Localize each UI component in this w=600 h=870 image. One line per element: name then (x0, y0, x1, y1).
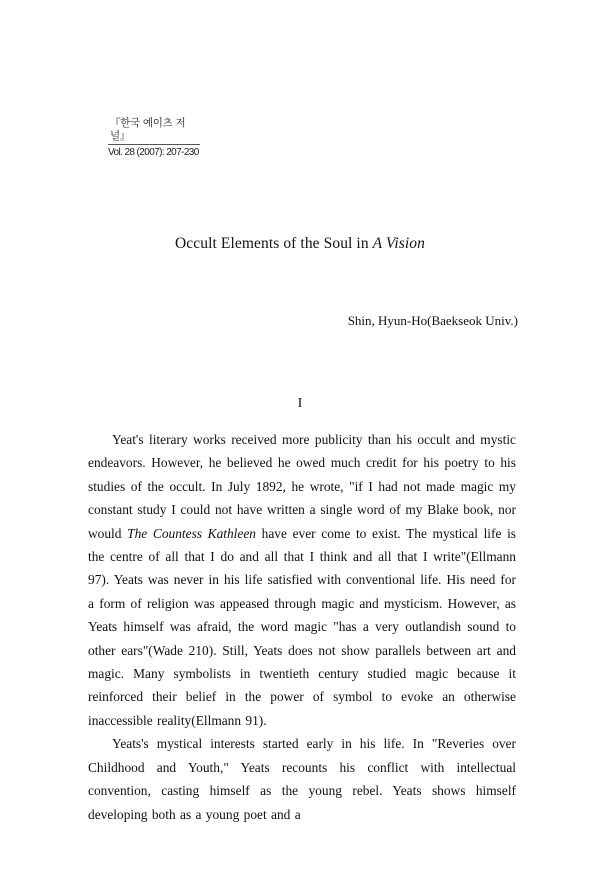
section-number: I (297, 396, 303, 411)
journal-header (108, 117, 200, 159)
journal-volume-info: Vol. 28 (2007): 207-230 (108, 147, 199, 158)
paragraph-1-part-1: Yeat's literary works received more publicity than his occult and mystic endeavors. However, he believed he owed much credit for his poetry to his studies of the occult. In July 1892, he wrote, "if I had not made magic my constant study I could not have written a single word of my Blake book, nor would (88, 432, 516, 541)
author-affiliation: Shin, Hyun-Ho(Baekseok Univ.) (347, 313, 518, 328)
article-title (0, 235, 600, 253)
journal-name: 『한국 예이츠 저널』 (108, 117, 200, 145)
paragraph-1 (88, 428, 516, 732)
paragraph-2: Yeats's mystical interests started early in his life. In "Reveries over Childhood and Youth," Yeats recounts his conflict with intellectual convention, casting himself as the young rebel. Yeats shows himself developing both as a young poet and a (88, 736, 516, 822)
article-title-italic: A Vision (372, 235, 425, 252)
paragraph-1-part-2: have ever come to exist. The mystical life is the centre of all that I do and all that I think and all that I write"(Ellmann 97). Yeats was never in his life satisfied with conventional life. His need for a form of religion was appeased through magic and mysticism. However, as Yeats himself was afraid, the word magic "has a very outlandish sound to other ears"(Wade 210). Still, Yeats does not show parallels between art and magic. Many symbolists in twentieth century studied magic because it reinforced their belief in the power of symbol to evoke an otherwise inaccessible reality(Ellmann 91). (88, 525, 516, 728)
body-text (88, 428, 516, 826)
article-title-text: Occult Elements of the Soul in (174, 235, 373, 252)
work-title-italic: The Countess Kathleen (127, 525, 256, 541)
